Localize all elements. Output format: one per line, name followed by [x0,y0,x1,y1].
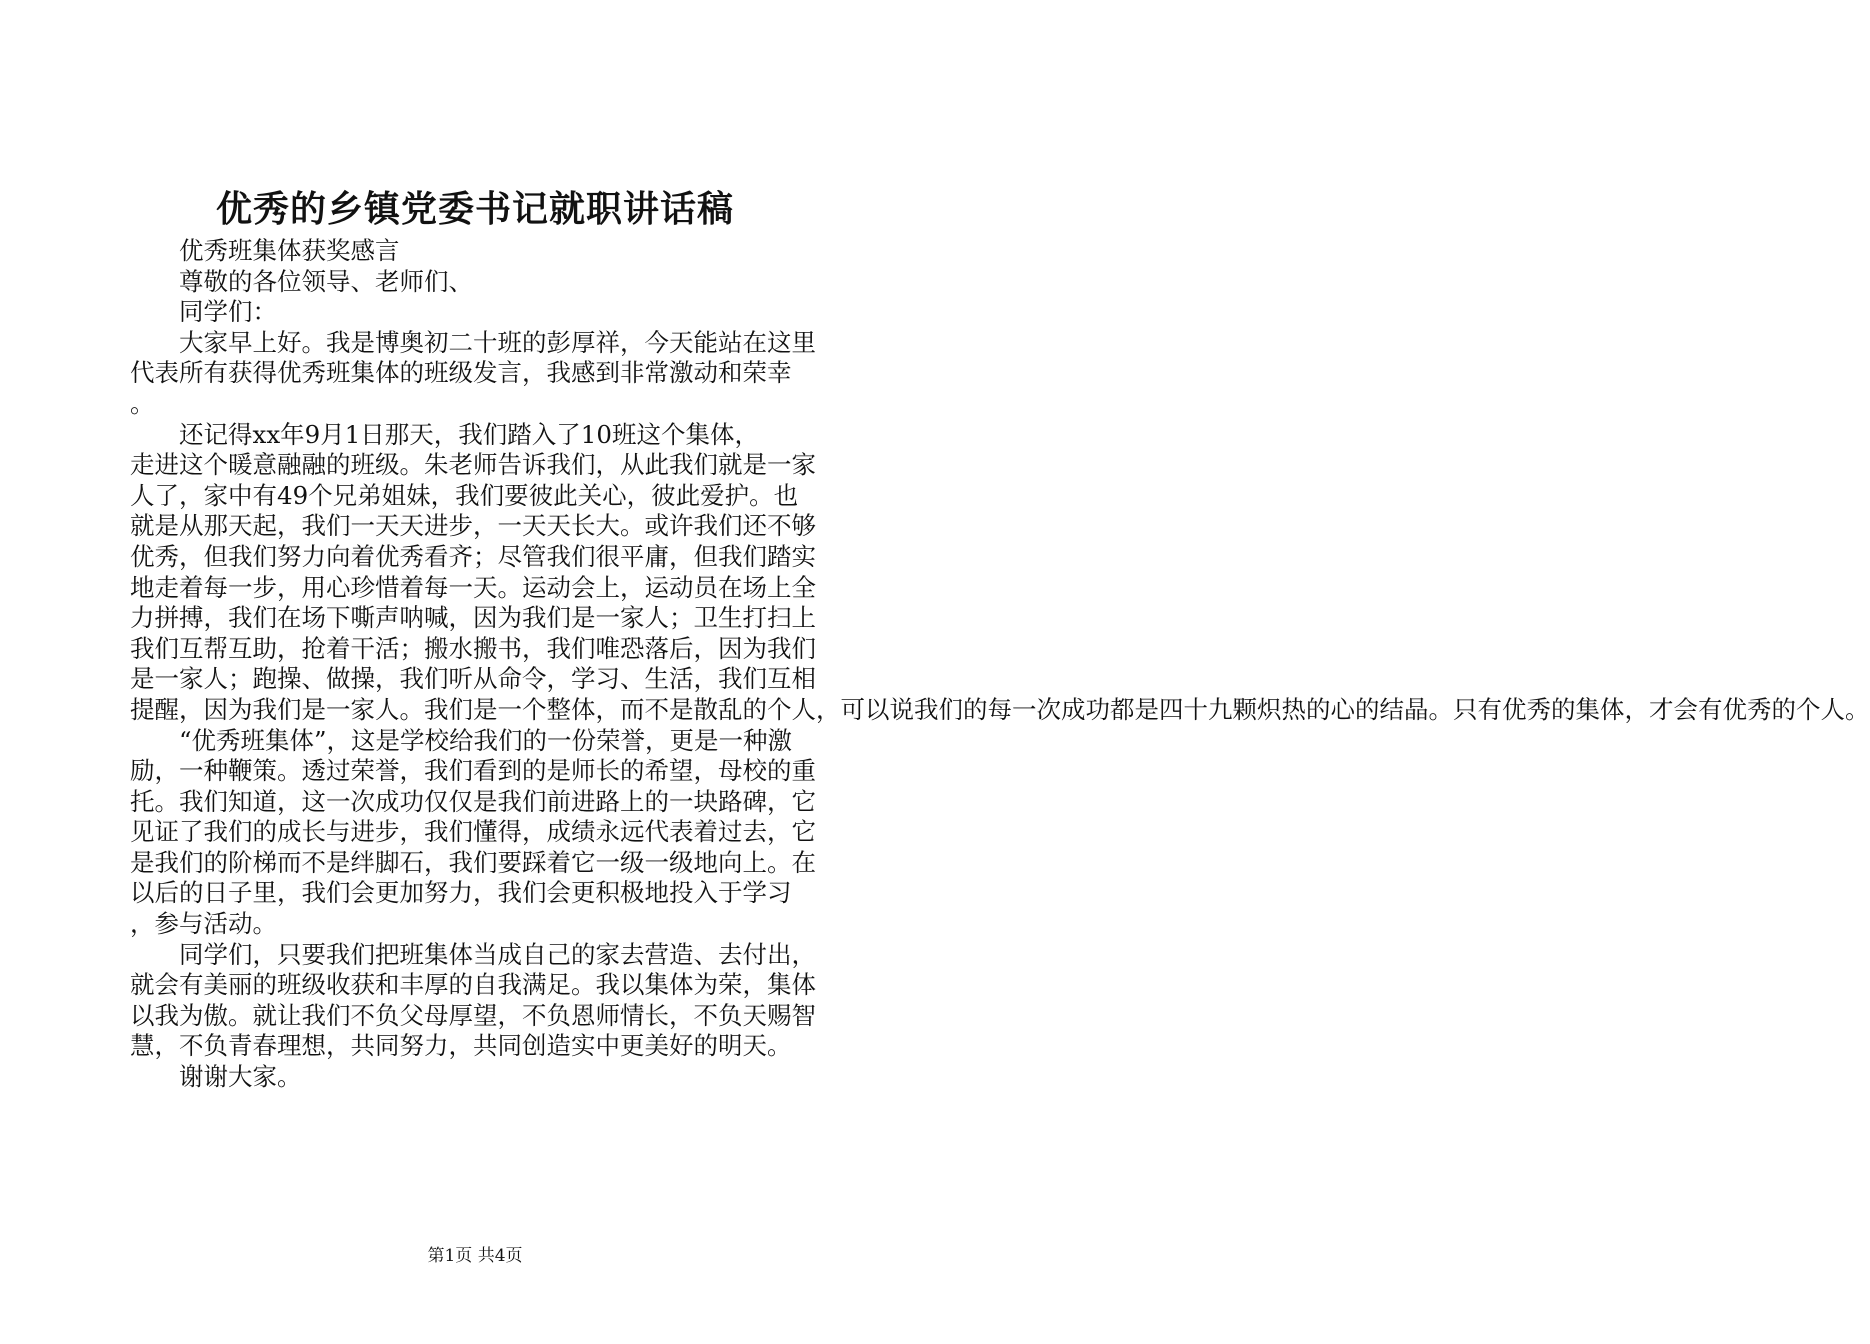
paragraph-line: 我们互帮互助，抢着干活；搬水搬书，我们唯恐落后，因为我们 [130,633,816,663]
paragraph-line: 见证了我们的成长与进步，我们懂得，成绩永远代表着过去，它 [130,817,816,847]
salutation-line-2: 同学们： [179,297,277,327]
paragraph-line: ，参与活动。 [130,909,277,939]
paragraph-2 [130,419,1870,726]
subtitle: 优秀班集体获奖感言 [179,236,400,265]
paragraph-line: 就会有美丽的班级收获和丰厚的自我满足。我以集体为荣，集体 [130,970,816,1000]
paragraph-line: 是一家人；跑操、做操，我们听从命令，学习、生活，我们互相 [130,664,816,694]
closing-line: 谢谢大家。 [179,1062,302,1092]
paragraph-line: 以后的日子里，我们会更加努力，我们会更积极地投入于学习 [130,878,792,908]
paragraph-line: 地走着每一步，用心珍惜着每一天。运动会上，运动员在场上全 [130,572,816,602]
paragraph-line: 还记得xx年9月1日那天，我们踏入了10班这个集体， [179,419,759,449]
paragraph-line: 是我们的阶梯而不是绊脚石，我们要踩着它一级一级地向上。在 [130,847,816,877]
paragraph-line: 以我为傲。就让我们不负父母厚望，不负恩师情长，不负天赐智 [130,1000,816,1030]
paragraph-line: 就是从那天起，我们一天天进步，一天天长大。或许我们还不够 [130,511,816,541]
paragraph-4 [130,940,834,1062]
paragraph-line: 走进这个暖意融融的班级。朱老师告诉我们，从此我们就是一家 [130,450,816,480]
paragraph-line: 同学们，只要我们把班集体当成自己的家去营造、去付出， [179,939,816,969]
paragraph-line: 慧，不负青春理想，共同努力，共同创造实中更美好的明天。 [130,1031,792,1061]
document-body [130,236,1870,1093]
salutation-line-1: 尊敬的各位领导、老师们、 [179,266,473,296]
paragraph-3 [130,726,834,940]
paragraph-line: 大家早上好。我是博奥初二十班的彭厚祥，今天能站在这里 [179,327,816,357]
paragraph-1 [130,328,834,420]
document-title: 优秀的乡镇党委书记就职讲话稿 [215,188,734,230]
paragraph-line: 励，一种鞭策。透过荣誉，我们看到的是师长的希望，母校的重 [130,756,816,786]
paragraph-line: 。 [130,388,155,418]
paragraph-line: 力拼搏，我们在场下嘶声呐喊，因为我们是一家人；卫生打扫上 [130,603,816,633]
page-number: 第1页 共4页 [427,1246,523,1266]
paragraph-line: 提醒，因为我们是一家人。我们是一个整体，而不是散乱的个人，可以说我们的每一次成功都是四十九颗炽热的心的结晶。只有优秀的集体，才会有优秀的个人。 [130,694,1870,724]
paragraph-line: 人了，家中有49个兄弟姐妹，我们要彼此关心，彼此爱护。也 [130,480,799,510]
paragraph-line: “优秀班集体”，这是学校给我们的一份荣誉，更是一种激 [179,725,793,755]
paragraph-line: 优秀，但我们努力向着优秀看齐；尽管我们很平庸，但我们踏实 [130,541,816,571]
paragraph-line: 代表所有获得优秀班集体的班级发言，我感到非常激动和荣幸 [130,358,792,388]
paragraph-line: 托。我们知道，这一次成功仅仅是我们前进路上的一块路碑，它 [130,786,816,816]
